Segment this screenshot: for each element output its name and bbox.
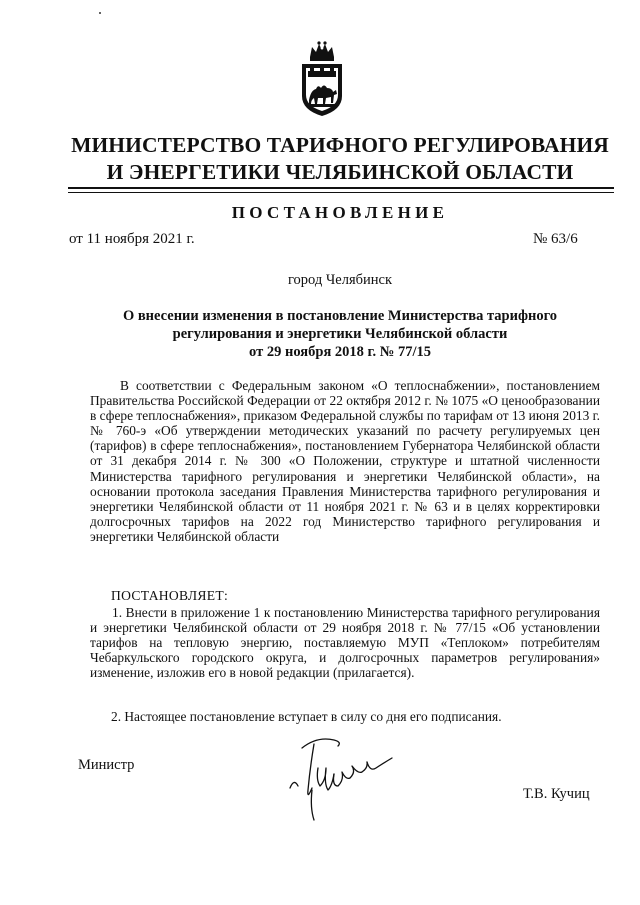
subject-line2: регулирования и энергетики Челябинской области — [172, 326, 508, 342]
preamble-block — [90, 378, 600, 544]
document-type: ПОСТАНОВЛЕНИЕ — [231, 203, 449, 222]
ministry-title-line2: И ЭНЕРГЕТИКИ ЧЕЛЯБИНСКОЙ ОБЛАСТИ — [106, 160, 574, 184]
header-rule-thick — [68, 187, 614, 189]
document-subject — [60, 307, 620, 361]
handwritten-signature — [272, 728, 397, 838]
chelyabinsk-coat-of-arms-icon — [296, 40, 348, 118]
subject-line3: от 29 ноября 2018 г. № 77/15 — [249, 344, 431, 360]
document-date: от 11 ноября 2021 г. — [69, 231, 195, 247]
document-city: город Челябинск — [287, 272, 393, 288]
subject-line1: О внесении изменения в постановление Министерства тарифного — [122, 308, 558, 324]
preamble-paragraph: В соответствии с Федеральным законом «О теплоснабжении», постановлением Правительства Российской Федерации от 22 октября 2012 г. № 1075 «О ценообразовании в сфере теплоснабжения», приказом Федеральной службы по тарифам от 13 июня 2013 г. № 760-э «Об утверждении методических указаний по расчету регулируемых цен (тарифов) в сфере теплоснабжения», постановлением Губернатора Челябинской области от 31 декабря 2014 г. № 300 «О Положении, структуре и штатной численности Министерства тарифного регулирования и энергетики Челябинской области», на основании протокола заседания Правления Министерства тарифного регулирования и энергетики Челябинской области от 11 ноября 2021 г. № 63 и в целях корректировки долгосрочных тарифов на 2022 год Министерство тарифного регулирования и энергетики Челябинской области — [90, 378, 600, 544]
item-1-block — [90, 605, 600, 680]
item-1-paragraph: 1. Внести в приложение 1 к постановлению Министерства тарифного регулирования и энергетики Челябинской области от 29 ноября 2018 г. № 77/15 «Об установлении тарифов на тепловую энергию, поставляемую МУП «Теплоком» потребителям Чебаркульского городского округа, и долгосрочных параметров регулирования» изменение, изложив его в новой редакции (прилагается). — [90, 605, 600, 681]
ministry-title-line1: МИНИСТЕРСТВО ТАРИФНОГО РЕГУЛИРОВАНИЯ — [71, 133, 609, 157]
item-2-paragraph: 2. Настоящее постановление вступает в силу со дня его подписания. — [111, 709, 502, 724]
decree-word: ПОСТАНОВЛЯЕТ: — [111, 588, 229, 603]
ministry-title — [60, 132, 620, 186]
signer-title: Министр — [78, 757, 135, 773]
document-number: № 63/6 — [533, 231, 578, 247]
signer-name: Т.В. Кучиц — [523, 786, 590, 802]
header-rule-thin — [68, 192, 614, 193]
scan-speck — [99, 12, 101, 14]
